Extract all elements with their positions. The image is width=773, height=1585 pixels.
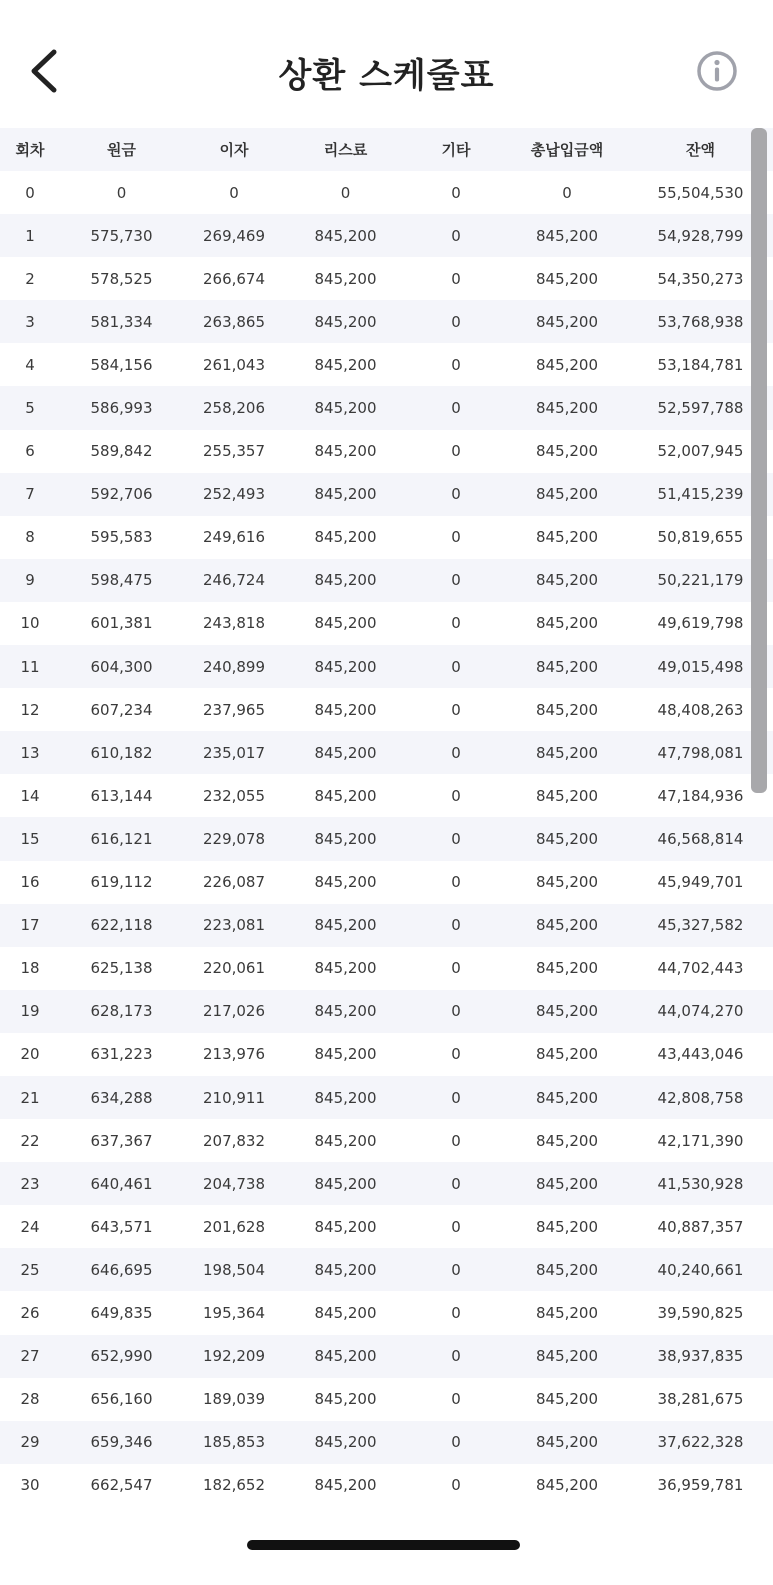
- cell-round: 6: [25, 442, 35, 461]
- table-row: [0, 861, 773, 904]
- cell-lease-fee: 845,200: [314, 1433, 377, 1452]
- cell-interest: 240,899: [202, 657, 266, 676]
- cell-round: 5: [25, 399, 35, 418]
- table-row: [0, 1378, 773, 1421]
- table-row: [0, 559, 773, 602]
- cell-interest: 232,055: [202, 786, 266, 805]
- table-row: [0, 1421, 773, 1464]
- cell-total-payment: 845,200: [535, 1131, 599, 1150]
- cell-other: 0: [451, 269, 461, 288]
- cell-round: 17: [20, 916, 40, 935]
- cell-lease-fee: 845,200: [314, 571, 377, 590]
- table-row: [0, 1162, 773, 1205]
- table-row: [0, 516, 773, 559]
- table-row: [0, 257, 773, 300]
- cell-round: 30: [20, 1476, 40, 1495]
- cell-principal: 575,730: [90, 226, 153, 245]
- table-row: [0, 473, 773, 516]
- table-row: [0, 688, 773, 731]
- cell-other: 0: [451, 1303, 461, 1322]
- cell-interest: 263,865: [202, 312, 266, 331]
- cell-other: 0: [451, 916, 461, 935]
- cell-lease-fee: 845,200: [314, 1088, 377, 1107]
- cell-principal: 586,993: [90, 399, 153, 418]
- repayment-schedule-table: [0, 128, 773, 1507]
- cell-other: 0: [451, 1476, 461, 1495]
- cell-balance: 44,074,270: [657, 1002, 744, 1021]
- table-body: [0, 171, 773, 1507]
- cell-principal: 598,475: [90, 571, 153, 590]
- cell-balance: 50,819,655: [657, 528, 744, 547]
- cell-interest: 217,026: [202, 1002, 266, 1021]
- cell-principal: 610,182: [90, 743, 153, 762]
- cell-principal: 625,138: [90, 959, 153, 978]
- cell-lease-fee: 845,200: [314, 1174, 377, 1193]
- cell-round: 16: [20, 873, 40, 892]
- cell-lease-fee: 845,200: [314, 1002, 377, 1021]
- table-header-row: [0, 128, 773, 171]
- cell-total-payment: 845,200: [535, 528, 599, 547]
- cell-other: 0: [451, 1433, 461, 1452]
- cell-lease-fee: 845,200: [314, 1347, 377, 1366]
- cell-other: 0: [451, 786, 461, 805]
- table-row: [0, 1291, 773, 1334]
- cell-round: 26: [20, 1303, 40, 1322]
- cell-principal: 595,583: [90, 528, 153, 547]
- cell-interest: 220,061: [202, 959, 266, 978]
- table-row: [0, 1205, 773, 1248]
- cell-total-payment: 845,200: [535, 786, 599, 805]
- cell-other: 0: [451, 485, 461, 504]
- cell-other: 0: [451, 1045, 461, 1064]
- cell-interest: 229,078: [202, 829, 266, 848]
- cell-interest: 255,357: [202, 442, 266, 461]
- cell-other: 0: [451, 226, 461, 245]
- cell-other: 0: [451, 1174, 461, 1193]
- cell-round: 24: [20, 1217, 40, 1236]
- table-row: [0, 343, 773, 386]
- cell-total-payment: 845,200: [535, 226, 599, 245]
- cell-total-payment: 845,200: [535, 1433, 599, 1452]
- table-row: [0, 386, 773, 429]
- cell-total-payment: 845,200: [535, 485, 599, 504]
- cell-interest: 210,911: [202, 1088, 266, 1107]
- cell-lease-fee: 845,200: [314, 312, 377, 331]
- table-row: [0, 1464, 773, 1507]
- table-row: [0, 947, 773, 990]
- cell-other: 0: [451, 1260, 461, 1279]
- table-row: [0, 1076, 773, 1119]
- cell-round: 15: [20, 829, 40, 848]
- cell-round: 4: [25, 355, 35, 374]
- info-button[interactable]: [696, 50, 738, 92]
- cell-interest: 192,209: [202, 1347, 266, 1366]
- cell-other: 0: [451, 1088, 461, 1107]
- cell-round: 29: [20, 1433, 40, 1452]
- cell-other: 0: [451, 959, 461, 978]
- table-row: [0, 645, 773, 688]
- cell-round: 13: [20, 743, 40, 762]
- column-header-total-payment: 총납입금액: [530, 141, 604, 159]
- cell-interest: 235,017: [202, 743, 266, 762]
- cell-interest: 213,976: [202, 1045, 266, 1064]
- cell-round: 9: [25, 571, 35, 590]
- cell-lease-fee: 845,200: [314, 614, 377, 633]
- cell-principal: 601,381: [90, 614, 153, 633]
- cell-total-payment: 845,200: [535, 312, 599, 331]
- cell-principal: 649,835: [90, 1303, 153, 1322]
- cell-balance: 42,171,390: [657, 1131, 744, 1150]
- cell-total-payment: 845,200: [535, 1002, 599, 1021]
- cell-principal: 662,547: [90, 1476, 153, 1495]
- column-header-round: 회차: [15, 141, 45, 159]
- cell-principal: 0: [116, 183, 127, 202]
- cell-lease-fee: 845,200: [314, 916, 377, 935]
- cell-principal: 592,706: [90, 485, 153, 504]
- cell-principal: 652,990: [90, 1347, 153, 1366]
- cell-interest: 258,206: [202, 399, 266, 418]
- cell-balance: 36,959,781: [657, 1476, 744, 1495]
- cell-principal: 584,156: [90, 355, 153, 374]
- page-title: 상환 스케줄표: [278, 56, 495, 96]
- cell-round: 12: [20, 700, 40, 719]
- cell-balance: 38,281,675: [657, 1390, 744, 1409]
- table-row: [0, 904, 773, 947]
- cell-round: 18: [20, 959, 40, 978]
- column-header-interest: 이자: [219, 141, 249, 159]
- cell-balance: 47,184,936: [657, 786, 744, 805]
- cell-interest: 204,738: [202, 1174, 266, 1193]
- cell-total-payment: 845,200: [535, 1088, 599, 1107]
- cell-other: 0: [451, 1002, 461, 1021]
- cell-lease-fee: 845,200: [314, 442, 377, 461]
- cell-lease-fee: 845,200: [314, 1390, 377, 1409]
- home-indicator[interactable]: [247, 1540, 520, 1550]
- cell-lease-fee: 0: [340, 183, 351, 202]
- cell-balance: 38,937,835: [657, 1347, 744, 1366]
- cell-round: 8: [25, 528, 35, 547]
- cell-lease-fee: 845,200: [314, 786, 377, 805]
- cell-interest: 201,628: [202, 1217, 266, 1236]
- table-row: [0, 990, 773, 1033]
- cell-interest: 0: [229, 183, 239, 202]
- scrollbar[interactable]: [751, 128, 767, 793]
- cell-other: 0: [451, 873, 461, 892]
- cell-balance: 40,887,357: [657, 1217, 744, 1236]
- cell-lease-fee: 845,200: [314, 485, 377, 504]
- cell-total-payment: 845,200: [535, 873, 599, 892]
- cell-other: 0: [451, 700, 461, 719]
- table-row: [0, 1033, 773, 1076]
- cell-balance: 51,415,239: [657, 485, 744, 504]
- cell-total-payment: 845,200: [535, 1217, 599, 1236]
- cell-principal: 604,300: [90, 657, 153, 676]
- cell-balance: 46,568,814: [657, 829, 744, 848]
- cell-principal: 622,118: [90, 916, 153, 935]
- cell-total-payment: 845,200: [535, 571, 599, 590]
- cell-total-payment: 845,200: [535, 1476, 599, 1495]
- cell-other: 0: [451, 1347, 461, 1366]
- cell-other: 0: [451, 829, 461, 848]
- cell-balance: 53,184,781: [657, 355, 744, 374]
- cell-lease-fee: 845,200: [314, 873, 377, 892]
- cell-balance: 45,949,701: [657, 873, 744, 892]
- cell-total-payment: 845,200: [535, 269, 599, 288]
- cell-other: 0: [451, 1390, 461, 1409]
- cell-interest: 246,724: [202, 571, 266, 590]
- table-row: [0, 731, 773, 774]
- cell-interest: 243,818: [202, 614, 266, 633]
- cell-balance: 42,808,758: [657, 1088, 744, 1107]
- cell-lease-fee: 845,200: [314, 226, 377, 245]
- cell-interest: 237,965: [202, 700, 266, 719]
- cell-lease-fee: 845,200: [314, 829, 377, 848]
- cell-lease-fee: 845,200: [314, 959, 377, 978]
- cell-lease-fee: 845,200: [314, 1131, 377, 1150]
- cell-lease-fee: 845,200: [314, 528, 377, 547]
- cell-interest: 182,652: [202, 1476, 266, 1495]
- cell-lease-fee: 845,200: [314, 1260, 377, 1279]
- cell-interest: 261,043: [202, 355, 266, 374]
- cell-lease-fee: 845,200: [314, 1476, 377, 1495]
- cell-lease-fee: 845,200: [314, 269, 377, 288]
- cell-interest: 207,832: [202, 1131, 266, 1150]
- cell-interest: 223,081: [202, 916, 266, 935]
- cell-interest: 198,504: [202, 1260, 266, 1279]
- table-row: [0, 171, 773, 214]
- table-row: [0, 602, 773, 645]
- column-header-other: 기타: [441, 141, 471, 159]
- cell-lease-fee: 845,200: [314, 355, 377, 374]
- cell-round: 10: [20, 614, 40, 633]
- table-row: [0, 300, 773, 343]
- table-row: [0, 214, 773, 257]
- cell-other: 0: [451, 183, 461, 202]
- cell-balance: 50,221,179: [657, 571, 744, 590]
- cell-round: 23: [20, 1174, 40, 1193]
- cell-balance: 53,768,938: [657, 312, 744, 331]
- cell-principal: 631,223: [90, 1045, 153, 1064]
- cell-round: 19: [20, 1002, 40, 1021]
- cell-principal: 589,842: [90, 442, 153, 461]
- cell-principal: 634,288: [90, 1088, 153, 1107]
- cell-balance: 52,007,945: [657, 442, 744, 461]
- cell-other: 0: [451, 614, 461, 633]
- cell-lease-fee: 845,200: [314, 1045, 377, 1064]
- table-row: [0, 774, 773, 817]
- cell-round: 0: [25, 183, 35, 202]
- cell-round: 28: [20, 1390, 40, 1409]
- cell-principal: 646,695: [90, 1260, 153, 1279]
- cell-balance: 41,530,928: [657, 1174, 744, 1193]
- cell-total-payment: 845,200: [535, 1347, 599, 1366]
- table-row: [0, 430, 773, 473]
- column-header-principal: 원금: [107, 141, 136, 159]
- cell-total-payment: 845,200: [535, 1390, 599, 1409]
- cell-lease-fee: 845,200: [314, 743, 377, 762]
- cell-balance: 43,443,046: [657, 1045, 744, 1064]
- cell-total-payment: 845,200: [535, 1174, 599, 1193]
- cell-round: 20: [20, 1045, 40, 1064]
- cell-total-payment: 845,200: [535, 1260, 599, 1279]
- cell-principal: 643,571: [90, 1217, 153, 1236]
- cell-round: 21: [20, 1088, 40, 1107]
- cell-balance: 54,928,799: [657, 226, 744, 245]
- cell-other: 0: [451, 657, 461, 676]
- cell-interest: 226,087: [202, 873, 266, 892]
- cell-lease-fee: 845,200: [314, 700, 377, 719]
- cell-other: 0: [451, 1217, 461, 1236]
- cell-total-payment: 845,200: [535, 399, 599, 418]
- cell-balance: 49,015,498: [657, 657, 744, 676]
- cell-total-payment: 845,200: [535, 657, 599, 676]
- cell-principal: 578,525: [90, 269, 153, 288]
- cell-round: 27: [20, 1347, 40, 1366]
- cell-principal: 637,367: [90, 1131, 153, 1150]
- info-icon: [696, 50, 738, 92]
- cell-lease-fee: 845,200: [314, 1303, 377, 1322]
- cell-total-payment: 845,200: [535, 829, 599, 848]
- cell-total-payment: 845,200: [535, 1045, 599, 1064]
- cell-round: 2: [25, 269, 35, 288]
- cell-round: 11: [20, 657, 40, 676]
- cell-total-payment: 845,200: [535, 743, 599, 762]
- cell-total-payment: 845,200: [535, 916, 599, 935]
- header-bar: [0, 0, 773, 128]
- cell-balance: 54,350,273: [657, 269, 744, 288]
- cell-other: 0: [451, 399, 461, 418]
- cell-total-payment: 845,200: [535, 700, 599, 719]
- cell-balance: 44,702,443: [657, 959, 744, 978]
- cell-principal: 581,334: [90, 312, 153, 331]
- cell-other: 0: [451, 1131, 461, 1150]
- cell-other: 0: [451, 528, 461, 547]
- cell-balance: 37,622,328: [657, 1433, 744, 1452]
- cell-total-payment: 845,200: [535, 614, 599, 633]
- cell-round: 22: [20, 1131, 40, 1150]
- cell-other: 0: [451, 743, 461, 762]
- cell-principal: 613,144: [90, 786, 153, 805]
- cell-balance: 55,504,530: [657, 183, 744, 202]
- cell-principal: 640,461: [90, 1174, 153, 1193]
- cell-balance: 39,590,825: [657, 1303, 744, 1322]
- cell-balance: 48,408,263: [657, 700, 744, 719]
- cell-lease-fee: 845,200: [314, 1217, 377, 1236]
- cell-total-payment: 845,200: [535, 1303, 599, 1322]
- cell-other: 0: [451, 442, 461, 461]
- cell-lease-fee: 845,200: [314, 657, 377, 676]
- cell-balance: 52,597,788: [657, 399, 744, 418]
- cell-principal: 619,112: [90, 873, 153, 892]
- cell-interest: 249,616: [202, 528, 266, 547]
- table-row: [0, 817, 773, 860]
- cell-principal: 607,234: [90, 700, 153, 719]
- cell-round: 14: [20, 786, 40, 805]
- cell-round: 25: [20, 1260, 40, 1279]
- cell-principal: 616,121: [90, 829, 153, 848]
- column-header-lease-fee: 리스료: [323, 141, 368, 159]
- cell-total-payment: 845,200: [535, 355, 599, 374]
- cell-other: 0: [451, 571, 461, 590]
- cell-interest: 252,493: [202, 485, 266, 504]
- cell-interest: 266,674: [202, 269, 266, 288]
- cell-principal: 656,160: [90, 1390, 153, 1409]
- cell-interest: 185,853: [202, 1433, 266, 1452]
- cell-round: 7: [25, 485, 35, 504]
- cell-principal: 659,346: [90, 1433, 153, 1452]
- cell-balance: 49,619,798: [657, 614, 744, 633]
- cell-principal: 628,173: [90, 1002, 153, 1021]
- table-row: [0, 1248, 773, 1291]
- cell-total-payment: 845,200: [535, 442, 599, 461]
- cell-round: 1: [25, 226, 35, 245]
- cell-total-payment: 845,200: [535, 959, 599, 978]
- table-row: [0, 1119, 773, 1162]
- cell-interest: 269,469: [202, 226, 266, 245]
- cell-balance: 40,240,661: [657, 1260, 744, 1279]
- table-row: [0, 1335, 773, 1378]
- cell-interest: 195,364: [202, 1303, 266, 1322]
- cell-round: 3: [25, 312, 35, 331]
- cell-interest: 189,039: [202, 1390, 266, 1409]
- cell-balance: 45,327,582: [657, 916, 744, 935]
- cell-other: 0: [451, 312, 461, 331]
- cell-total-payment: 0: [562, 183, 572, 202]
- column-header-balance: 잔액: [686, 141, 715, 159]
- cell-balance: 47,798,081: [657, 743, 744, 762]
- cell-other: 0: [451, 355, 461, 374]
- cell-lease-fee: 845,200: [314, 399, 377, 418]
